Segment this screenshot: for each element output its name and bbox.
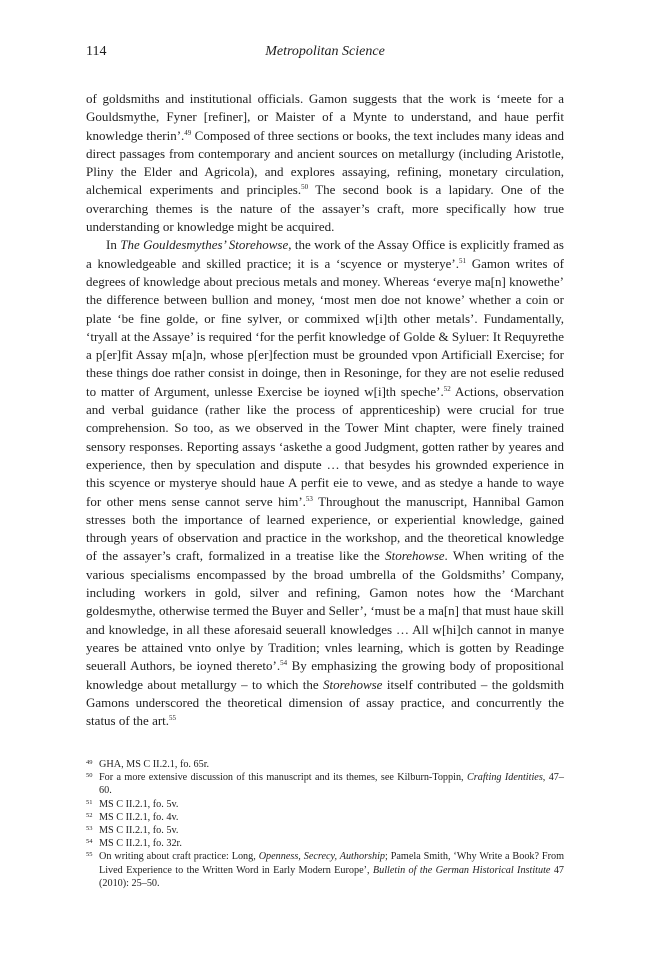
- text-run: itself contributed – the goldsmith Gamons underscored the theoretical dimension of assay practice, and concurrently the status of the art.: [86, 676, 564, 729]
- footnote-number: 51: [86, 798, 93, 806]
- footnote: [86, 771, 564, 797]
- text-run: Gamon writes of degrees of knowledge about precious metals and money. Whereas ‘everye ma[n] knowethe’ the difference between bullion and money, ‘most men doe not knowe’ whether a coin or plate ‘be fine golde, or fine sylver, or commixed w[i]th other metals’. Fundamentally, ‘tryall at the Assaye’ is required ‘for the perfit knowledge of Golde & Syluer: It Requyrethe a p[er]fit Assay m[a]n, whose p[er]fection must be grounded vpon Artificiall Exercise; for these things doe rather consist in doinge, then in Resoninge, for they are not eselie redused to matter of Argument, unlesse Exercise be ioyned w[i]th speche’.: [86, 255, 564, 399]
- footnotes: [86, 758, 564, 890]
- text-run: MS C II.2.1, fo. 4v.: [99, 811, 179, 823]
- italic-title: Storehowse: [322, 676, 383, 692]
- page-header: [86, 44, 564, 64]
- text-run: MS C II.2.1, fo. 5v.: [99, 825, 179, 837]
- italic-title: Storehowse: [385, 548, 445, 564]
- footnote-ref[interactable]: 54: [280, 659, 288, 668]
- footnote: [86, 824, 564, 837]
- text-run: Actions, observation and verbal guidance (rather like the process of apprenticeship) were crucial for true comprehension. So too, as we observed in the Tower Mint chapter, were finely trained sensory responses. Reporting assays ‘askethe a good Judgment, gotten rather by yeares and experience, then by speculation and dispute … that besydes his grownded experience in this scyence or mysterye should haue A perfit eie to vewe, and as stedye a hande to waye for other mens sense cannot serve him’.: [86, 383, 564, 509]
- text-run: of goldsmiths and institutional officials. Gamon suggests that the work is ‘meete for a Gouldsmythe, Fyner [refiner], or Maister of a Mynte to understand, and haue perfit knowledge therin’.: [86, 91, 564, 143]
- footnote-number: 49: [86, 759, 93, 766]
- text-run: . When writing of the various specialisms encompassed by the broad umbrella of the Goldsmiths’ Company, including workers in gold, silver and refining, Gamon notes how the ‘Marchant goldesmythe, otherwise termed the Buyer and Seller’, ‘must be a ma[n] that must haue skill and knowledge, in all these aforesaid seuerall knowledges … All w[hi]ch cannot in manye yeares be attained vnto onlye by Tradition; vnles learning, which is gotten by Readinge seuerall Authors, be ioyned thereto’.: [86, 548, 564, 674]
- body-text: [86, 90, 564, 730]
- footnote-number: 54: [86, 838, 93, 846]
- text-run: , the work of the Assay Office is explicitly framed as a knowledgeable and skilled practice; it is a ‘scyence or mysterye’.: [86, 237, 564, 271]
- footnote-ref[interactable]: 53: [305, 494, 313, 503]
- text-run: GHA, MS C II.2.1, fo. 65r.: [99, 759, 210, 770]
- text-run: , 47–60.: [99, 772, 564, 797]
- footnote-number: 53: [86, 825, 93, 833]
- footnote: [86, 850, 564, 890]
- footnote: [86, 811, 564, 824]
- footnote-ref[interactable]: 52: [443, 384, 451, 393]
- footnote-ref[interactable]: 55: [169, 714, 177, 723]
- text-run: Throughout the manuscript, Hannibal Gamon stresses both the importance of learned experience, or experiential knowledge, gained through years of observation and practice in the workshop, and the theoretical knowledge of the assayer’s craft, formalized in a treatise like the: [86, 493, 564, 564]
- text-run: On writing about craft practice: Long,: [99, 851, 259, 863]
- footnote-ref[interactable]: 51: [458, 256, 466, 265]
- text-run: MS C II.2.1, fo. 5v.: [99, 798, 179, 810]
- italic-title: Openness, Secrecy, Authorship: [258, 851, 386, 863]
- footnote-number: 52: [86, 811, 93, 819]
- text-run: For a more extensive discussion of this manuscript and its themes, see Kilburn-Toppin,: [99, 772, 467, 784]
- text-run: By emphasizing the growing body of propositional knowledge about metallurgy – to which the: [86, 658, 564, 692]
- text-run: MS C II.2.1, fo. 32r.: [99, 838, 182, 850]
- footnote: [86, 758, 564, 771]
- text-run: In: [106, 237, 121, 253]
- paragraph: [86, 236, 564, 730]
- footnote-ref[interactable]: 50: [301, 183, 309, 192]
- text-run: The second book is a lapidary. One of the overarching themes is the nature of the assayer’s craft, more specifically how true understanding or knowledge might be acquired.: [86, 182, 564, 235]
- italic-title: Crafting Identities: [466, 772, 543, 784]
- italic-title: The Gouldesmythes’ Storehowse: [120, 237, 289, 253]
- running-title: Metropolitan Science: [265, 44, 385, 59]
- paragraph: [86, 90, 564, 236]
- text-run: Composed of three sections or books, the text includes many ideas and direct passages from contemporary and ancient sources on metallurgy (including Aristotle, Pliny the Elder and Agricola), and explores assaying, refining, monetary circulation, alchemical experiments and principles.: [86, 127, 564, 198]
- footnote: [86, 837, 564, 850]
- footnote-ref[interactable]: 49: [184, 128, 192, 137]
- text-run: ; Pamela Smith, ‘Why Write a Book? From Lived Experience to the Written Word in Early Modern Europe’,: [99, 851, 564, 876]
- footnote-number: 55: [86, 851, 93, 859]
- italic-title: Bulletin of the German Historical Institute: [372, 864, 551, 876]
- text-run: 47 (2010): 25–50.: [99, 864, 565, 889]
- footnote-number: 50: [86, 772, 93, 780]
- footnote: [86, 798, 564, 811]
- page-number: 114: [86, 44, 107, 59]
